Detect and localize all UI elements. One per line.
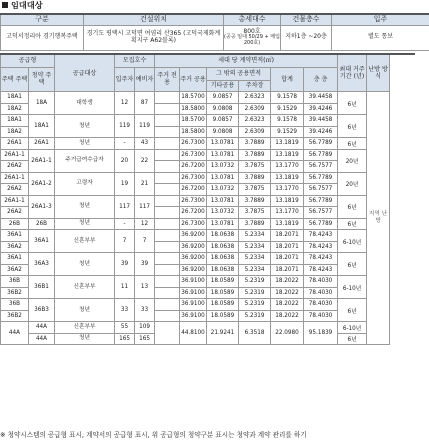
cell-other-public: 3.7875 xyxy=(239,184,271,196)
header-other-public: 기타공용 xyxy=(207,80,239,92)
cell-parking: 18.2071 xyxy=(271,241,304,253)
cell-floors xyxy=(155,230,180,242)
cell-total: 78.4243 xyxy=(304,253,338,265)
cell-shared: 13.0781 xyxy=(207,195,239,207)
cell-exclusive: 36.9100 xyxy=(180,276,207,288)
table-row xyxy=(1,299,415,311)
cell-reserve: 119 xyxy=(135,115,155,138)
cell-max-years: 6-10년 xyxy=(338,230,367,253)
cell-total: 95.1839 xyxy=(304,322,338,345)
cell-households: - xyxy=(115,218,135,230)
cell-floors xyxy=(155,103,180,115)
cell-other-public: 3.7875 xyxy=(239,207,271,219)
summary-header-floors: 건물층수 xyxy=(281,14,332,25)
cell-unit-type: 36B xyxy=(1,276,29,288)
cell-max-years: 6-10년 xyxy=(338,322,367,334)
cell-total: 39.4246 xyxy=(304,126,338,138)
cell-shared: 9.0857 xyxy=(207,92,239,104)
summary-row xyxy=(1,25,429,50)
table-row xyxy=(1,138,415,150)
cell-parking: 13.1819 xyxy=(271,195,304,207)
header-exclusive: 주거 전용 xyxy=(155,67,180,92)
cell-other-public: 3.7889 xyxy=(239,172,271,184)
cell-exclusive: 26.7200 xyxy=(180,207,207,219)
cell-notice-type: 44A xyxy=(29,333,55,345)
cell-parking: 13.1770 xyxy=(271,161,304,173)
summary-location: 경기도 평택시 고덕면 여염리 산365 (고덕국제화계획지구 A62블록) xyxy=(84,25,224,50)
cell-unit-type: 18A2 xyxy=(1,103,29,115)
cell-reserve: 43 xyxy=(135,138,155,150)
cell-parking: 9.1578 xyxy=(271,115,304,127)
cell-shared: 18.0638 xyxy=(207,264,239,276)
table-row xyxy=(1,230,415,242)
cell-households: 7 xyxy=(115,230,135,253)
cell-unit-type: 36B2 xyxy=(1,310,29,322)
header-shared: 주거 공용 xyxy=(180,67,207,92)
cell-floors xyxy=(155,126,180,138)
cell-unit-type: 26A2 xyxy=(1,161,29,173)
cell-parking: 22.0980 xyxy=(271,322,304,345)
cell-max-years: 6-10년 xyxy=(338,276,367,299)
cell-other-public: 3.7875 xyxy=(239,161,271,173)
cell-target: 신혼부부 xyxy=(55,230,115,253)
cell-other-public: 3.7889 xyxy=(239,195,271,207)
cell-notice-type: 36B3 xyxy=(29,299,55,322)
cell-reserve: 109 xyxy=(135,322,155,334)
cell-target: 신혼부부 xyxy=(55,276,115,299)
cell-parking: 18.2071 xyxy=(271,253,304,265)
cell-unit-type: 36A2 xyxy=(1,264,29,276)
cell-unit-type: 26B xyxy=(1,218,29,230)
header-other-shared: 그 밖의 공용면적 xyxy=(207,67,271,80)
supply-table xyxy=(0,53,415,345)
cell-notice-type: 26A1-1 xyxy=(29,149,55,172)
cell-parking: 13.1819 xyxy=(271,149,304,161)
cell-shared: 18.0589 xyxy=(207,276,239,288)
cell-parking: 18.2022 xyxy=(271,299,304,311)
cell-target: 청년 xyxy=(55,138,115,150)
footnote: ※ 청약시스템의 공급형 표시, 계약서의 공급형 표시, 위 공급형의 청약구분 표시는 청약과 계약 관리를 하기 xyxy=(0,431,307,439)
cell-total: 56.7577 xyxy=(304,207,338,219)
supply-header-row-1 xyxy=(1,54,415,67)
cell-reserve: 117 xyxy=(135,195,155,218)
summary-table xyxy=(0,13,429,51)
section-title: 임대대상 xyxy=(2,0,43,11)
cell-total: 78.4030 xyxy=(304,287,338,299)
cell-notice-type: 36B1 xyxy=(29,276,55,299)
cell-max-years: 6년 xyxy=(338,333,367,345)
cell-target: 신혼부부 xyxy=(55,322,115,334)
cell-shared: 18.0638 xyxy=(207,253,239,265)
cell-total: 56.7577 xyxy=(304,184,338,196)
cell-total: 78.4243 xyxy=(304,264,338,276)
summary-header-row xyxy=(1,14,429,25)
cell-exclusive: 26.7300 xyxy=(180,218,207,230)
cell-shared: 13.0781 xyxy=(207,149,239,161)
cell-other-public: 2.6309 xyxy=(239,103,271,115)
cell-households: 33 xyxy=(115,299,135,322)
cell-floors xyxy=(155,241,180,253)
cell-max-years: 6년 xyxy=(338,115,367,138)
cell-notice-type: 18A1 xyxy=(29,115,55,138)
cell-households: 39 xyxy=(115,253,135,276)
cell-exclusive: 36.9200 xyxy=(180,253,207,265)
cell-exclusive: 26.7300 xyxy=(180,149,207,161)
cell-total: 56.7789 xyxy=(304,172,338,184)
cell-parking: 18.2022 xyxy=(271,276,304,288)
cell-floors xyxy=(155,115,180,127)
cell-households: 117 xyxy=(115,195,135,218)
cell-floors xyxy=(155,276,180,288)
cell-parking: 13.1819 xyxy=(271,172,304,184)
cell-other-public: 5.2334 xyxy=(239,264,271,276)
cell-shared: 13.0732 xyxy=(207,161,239,173)
cell-shared: 13.0732 xyxy=(207,184,239,196)
cell-exclusive: 26.7300 xyxy=(180,195,207,207)
cell-parking: 13.1770 xyxy=(271,207,304,219)
cell-reserve: 87 xyxy=(135,92,155,115)
cell-other-public: 3.7889 xyxy=(239,218,271,230)
cell-other-public: 2.6323 xyxy=(239,115,271,127)
cell-other-public: 3.7889 xyxy=(239,149,271,161)
cell-shared: 9.0808 xyxy=(207,103,239,115)
cell-parking: 13.1770 xyxy=(271,184,304,196)
cell-unit-type: 26A2 xyxy=(1,207,29,219)
cell-floors xyxy=(155,184,180,196)
cell-target: 청년 xyxy=(55,195,115,218)
cell-exclusive: 36.9200 xyxy=(180,264,207,276)
summary-floors: 지하1층 ~20층 xyxy=(281,25,332,50)
cell-total: 39.4458 xyxy=(304,92,338,104)
cell-notice-type: 26B xyxy=(29,218,55,230)
cell-notice-type: 44A xyxy=(29,322,55,334)
header-notice-house: 청약 주택 xyxy=(29,67,55,92)
cell-unit-type: 36A1 xyxy=(1,253,29,265)
cell-households: 20 xyxy=(115,149,135,172)
cell-other-public: 3.7889 xyxy=(239,138,271,150)
cell-shared: 13.0781 xyxy=(207,138,239,150)
header-target: 공급대상 xyxy=(55,54,115,92)
cell-max-years: 6년 xyxy=(338,138,367,150)
summary-category: 고덕서정리아 경기행복주택 xyxy=(1,25,84,50)
cell-notice-type: 26A1 xyxy=(29,138,55,150)
cell-floors xyxy=(155,264,180,276)
header-supply-type: 공급형 xyxy=(1,54,55,67)
cell-max-years: 6년 xyxy=(338,218,367,230)
summary-move-in: 별도 통보 xyxy=(332,25,429,50)
cell-floors xyxy=(155,299,180,311)
cell-shared: 9.0808 xyxy=(207,126,239,138)
cell-exclusive: 26.7300 xyxy=(180,172,207,184)
cell-max-years: 6년 xyxy=(338,253,367,276)
cell-max-years: 20년 xyxy=(338,172,367,195)
header-unit-house: 주택 주택 xyxy=(1,67,29,92)
cell-other-public: 5.2334 xyxy=(239,253,271,265)
cell-parking: 18.2022 xyxy=(271,287,304,299)
cell-households: 19 xyxy=(115,172,135,195)
cell-parking: 9.1529 xyxy=(271,103,304,115)
cell-exclusive: 44.8100 xyxy=(180,322,207,345)
cell-other-public: 5.2319 xyxy=(239,310,271,322)
table-row xyxy=(1,172,415,184)
summary-households-total: 800호 xyxy=(243,27,261,35)
cell-floors xyxy=(155,172,180,184)
cell-max-years: 6년 xyxy=(338,299,367,322)
cell-unit-type: 26A2 xyxy=(1,184,29,196)
cell-target: 고령자 xyxy=(55,172,115,195)
cell-target: 청년 xyxy=(55,333,115,345)
cell-shared: 18.0638 xyxy=(207,230,239,242)
cell-exclusive: 36.9200 xyxy=(180,230,207,242)
cell-total: 78.4243 xyxy=(304,241,338,253)
cell-households: 11 xyxy=(115,276,135,299)
cell-target: 청년 xyxy=(55,299,115,322)
cell-unit-type: 26A1-1 xyxy=(1,149,29,161)
cell-other-public: 2.6323 xyxy=(239,92,271,104)
cell-max-years: 6년 xyxy=(338,92,367,115)
cell-notice-type: 18A xyxy=(29,92,55,115)
cell-unit-type: 36B xyxy=(1,299,29,311)
header-recruit-households: 입주자 xyxy=(115,67,135,92)
cell-total: 78.4030 xyxy=(304,276,338,288)
cell-max-years: 6년 xyxy=(338,195,367,218)
summary-households xyxy=(224,25,281,50)
table-row xyxy=(1,92,415,104)
cell-households: 55 xyxy=(115,322,135,334)
cell-exclusive: 26.7200 xyxy=(180,161,207,173)
cell-notice-type: 36A1 xyxy=(29,230,55,253)
table-row xyxy=(1,149,415,161)
cell-heating: 지역 난방 xyxy=(367,92,390,345)
cell-floors xyxy=(155,253,180,265)
cell-notice-type: 26A1-3 xyxy=(29,195,55,218)
cell-unit-type: 18A2 xyxy=(1,126,29,138)
cell-max-years: 20년 xyxy=(338,149,367,172)
cell-floors xyxy=(155,310,180,322)
cell-unit-type: 26A1-1 xyxy=(1,172,29,184)
cell-total: 56.7789 xyxy=(304,195,338,207)
header-recruit: 모집호수 xyxy=(115,54,155,67)
summary-header-move-in: 입주 xyxy=(332,14,429,25)
cell-target: 주거급여수급자 xyxy=(55,149,115,172)
cell-unit-type: 26A1 xyxy=(1,138,29,150)
cell-exclusive: 18.5700 xyxy=(180,115,207,127)
cell-households: 119 xyxy=(115,115,135,138)
table-row xyxy=(1,218,415,230)
square-bullet-icon xyxy=(2,2,8,8)
cell-shared: 18.0589 xyxy=(207,299,239,311)
cell-exclusive: 36.9100 xyxy=(180,299,207,311)
cell-other-public: 5.2334 xyxy=(239,230,271,242)
cell-total: 78.4243 xyxy=(304,230,338,242)
cell-target: 대학생 xyxy=(55,92,115,115)
header-total: 합계 xyxy=(271,67,304,92)
cell-parking: 13.1819 xyxy=(271,218,304,230)
cell-exclusive: 36.9200 xyxy=(180,241,207,253)
cell-parking: 18.2071 xyxy=(271,230,304,242)
cell-total: 56.7577 xyxy=(304,161,338,173)
table-row xyxy=(1,195,415,207)
cell-other-public: 5.2319 xyxy=(239,287,271,299)
cell-exclusive: 36.9100 xyxy=(180,287,207,299)
cell-exclusive: 26.7300 xyxy=(180,138,207,150)
cell-households: 165 xyxy=(115,333,135,345)
cell-exclusive: 36.9100 xyxy=(180,310,207,322)
cell-reserve: 13 xyxy=(135,276,155,299)
header-area: 세대 당 계약면적(㎡) xyxy=(155,54,338,67)
cell-total: 56.7789 xyxy=(304,149,338,161)
cell-shared: 9.0857 xyxy=(207,115,239,127)
cell-other-public: 6.3518 xyxy=(239,322,271,345)
cell-unit-type: 18A1 xyxy=(1,92,29,104)
cell-unit-type: 36A2 xyxy=(1,241,29,253)
cell-shared: 13.0781 xyxy=(207,218,239,230)
cell-shared: 13.0781 xyxy=(207,172,239,184)
cell-reserve: 12 xyxy=(135,218,155,230)
cell-unit-type: 36B2 xyxy=(1,287,29,299)
cell-floors xyxy=(155,322,180,345)
cell-floors xyxy=(155,149,180,161)
cell-unit-type: 18A1 xyxy=(1,115,29,127)
cell-reserve: 7 xyxy=(135,230,155,253)
cell-target: 청년 xyxy=(55,218,115,230)
cell-households: 12 xyxy=(115,92,135,115)
cell-total: 39.4246 xyxy=(304,103,338,115)
table-row xyxy=(1,253,415,265)
cell-notice-type: 36A3 xyxy=(29,253,55,276)
cell-exclusive: 18.5800 xyxy=(180,103,207,115)
cell-other-public: 5.2334 xyxy=(239,241,271,253)
cell-exclusive: 18.5700 xyxy=(180,92,207,104)
summary-header-location: 건설위치 xyxy=(84,14,224,25)
header-total-floors: 층 층 xyxy=(304,67,338,92)
cell-total: 56.7789 xyxy=(304,218,338,230)
cell-floors xyxy=(155,207,180,219)
summary-header-households: 총세대수 xyxy=(224,14,281,25)
cell-total: 78.4030 xyxy=(304,299,338,311)
table-row xyxy=(1,276,415,288)
header-recruit-reserve: 예비자 xyxy=(135,67,155,92)
cell-floors xyxy=(155,138,180,150)
cell-parking: 9.1529 xyxy=(271,126,304,138)
cell-parking: 9.1578 xyxy=(271,92,304,104)
cell-floors xyxy=(155,161,180,173)
cell-shared: 18.0589 xyxy=(207,310,239,322)
cell-parking: 18.2071 xyxy=(271,264,304,276)
cell-other-public: 5.2319 xyxy=(239,299,271,311)
cell-floors xyxy=(155,218,180,230)
cell-other-public: 5.2319 xyxy=(239,276,271,288)
cell-unit-type: 36A1 xyxy=(1,230,29,242)
cell-reserve: 33 xyxy=(135,299,155,322)
cell-unit-type: 26A1-1 xyxy=(1,195,29,207)
cell-notice-type: 26A1-2 xyxy=(29,172,55,195)
cell-shared: 18.0589 xyxy=(207,287,239,299)
cell-exclusive: 26.7200 xyxy=(180,184,207,196)
cell-reserve: 39 xyxy=(135,253,155,276)
table-row xyxy=(1,115,415,127)
header-max-years: 최대 거주 기간 (년) xyxy=(338,54,367,92)
table-row xyxy=(1,322,415,334)
cell-shared: 13.0732 xyxy=(207,207,239,219)
cell-floors xyxy=(155,195,180,207)
cell-reserve: 21 xyxy=(135,172,155,195)
cell-unit-type: 44A xyxy=(1,322,29,345)
cell-exclusive: 18.5800 xyxy=(180,126,207,138)
cell-reserve: 22 xyxy=(135,149,155,172)
cell-floors xyxy=(155,92,180,104)
cell-total: 56.7789 xyxy=(304,138,338,150)
supply-table-body xyxy=(1,92,415,345)
cell-target: 청년 xyxy=(55,253,115,276)
cell-shared: 21.9241 xyxy=(207,322,239,345)
cell-total: 78.4030 xyxy=(304,310,338,322)
cell-other-public: 2.6309 xyxy=(239,126,271,138)
cell-households: - xyxy=(115,138,135,150)
cell-shared: 18.0638 xyxy=(207,241,239,253)
header-heating: 난방 방식 xyxy=(367,54,390,92)
cell-target: 청년 xyxy=(55,115,115,138)
cell-floors xyxy=(155,287,180,299)
summary-households-detail: (공공 임대 50/29 + 매입 200호) xyxy=(224,34,280,46)
cell-parking: 13.1819 xyxy=(271,138,304,150)
header-parking: 주차장 xyxy=(239,80,271,92)
cell-reserve: 165 xyxy=(135,333,155,345)
cell-total: 39.4458 xyxy=(304,115,338,127)
summary-header-category: 구분 xyxy=(1,14,84,25)
cell-parking: 18.2022 xyxy=(271,310,304,322)
